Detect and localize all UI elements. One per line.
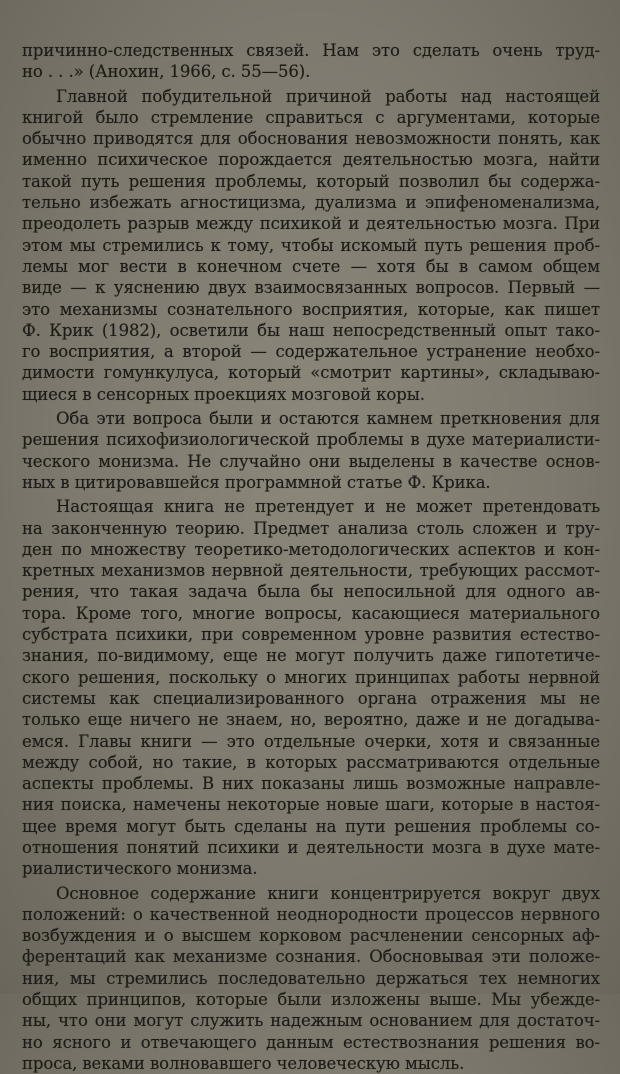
text-line: го восприятия, а второй — содержательное устранение необхо- <box>22 342 600 362</box>
text-line: возбуждения и о высшем корковом расчленении сенсорных аф- <box>22 926 600 946</box>
text-line: между собой, но такие, в которых рассматриваются отдельные <box>22 752 600 772</box>
text-line: решения психофизиологической проблемы в духе материалисти- <box>22 430 600 450</box>
text-line: ны, что они могут служить надежным основанием для достаточ- <box>22 1011 600 1031</box>
text-line: димости гомункулуса, который «смотрит картины», складываю- <box>22 363 600 383</box>
text-line: аспекты проблемы. В них показаны лишь возможные направле- <box>22 774 600 794</box>
text-line: ферентаций как механизме сознания. Обосновывая эти положе- <box>22 947 600 967</box>
text-line: только еще ничего не знаем, но, вероятно, даже и не догадыва- <box>22 710 600 730</box>
body-text <box>22 40 600 1074</box>
paragraph <box>22 496 600 879</box>
text-line: общих принципов, которые были изложены выше. Мы убежде- <box>22 990 600 1010</box>
text-line: ных в цитировавшейся программной статье Ф. Крика. <box>22 472 491 492</box>
text-line: преодолеть разрыв между психикой и деятельностью мозга. При <box>22 214 600 234</box>
text-line: ческого монизма. Не случайно они выделены в качестве основ- <box>22 451 600 471</box>
text-line: лемы мог вести в конечном счете — хотя бы в самом общем <box>22 256 600 276</box>
text-line: тора. Кроме того, многие вопросы, касающиеся материального <box>22 603 600 623</box>
text-line: Главной побудительной причиной работы над настоящей <box>56 86 600 106</box>
text-line: риалистического монизма. <box>22 859 258 879</box>
text-line: но . . .» (Анохин, 1966, с. 55—56). <box>22 62 311 82</box>
text-line: ского решения, поскольку о многих принципах работы нервной <box>22 667 600 687</box>
text-line: тельно избежать агностицизма, дуализма и эпифеноменализма, <box>22 193 600 213</box>
paragraph <box>22 883 600 1074</box>
paragraph <box>22 86 600 405</box>
text-line: отношения понятий психики и деятельности мозга в духе мате- <box>22 837 600 857</box>
text-line: Основное содержание книги концентрируется вокруг двух <box>56 883 600 903</box>
text-line: рения, что такая задача была бы непосильной для одного ав- <box>22 582 600 602</box>
text-line: причинно-следственных связей. Нам это сделать очень труд- <box>22 41 600 60</box>
paragraph <box>22 40 600 83</box>
text-line: кретных механизмов нервной деятельности, требующих рассмот- <box>22 561 600 581</box>
text-line: именно психическое порождается деятельностью мозга, найти <box>22 150 600 170</box>
text-line: емся. Главы книги — это отдельные очерки, хотя и связанные <box>22 731 600 751</box>
text-line: такой путь решения проблемы, который позволил бы содержа- <box>22 171 600 191</box>
text-line: ден по множеству теоретико-методологических аспектов и кон- <box>22 539 600 559</box>
text-line: ния поиска, намечены некоторые новые шаги, которые в настоя- <box>22 795 600 815</box>
text-line: положений: о качественной неоднородности процессов нервного <box>22 904 600 924</box>
text-line: проса, веками волновавшего человеческую мысль. <box>22 1053 465 1073</box>
text-line: щее время могут быть сделаны на пути решения проблемы со- <box>22 816 600 836</box>
text-line: субстрата психики, при современном уровне развития естество- <box>22 625 600 645</box>
text-line: этом мы стремились к тому, чтобы искомый путь решения проб- <box>22 235 600 255</box>
text-line: Настоящая книга не претендует и не может претендовать <box>56 497 600 517</box>
paragraph <box>22 408 600 493</box>
text-line: на законченную теорию. Предмет анализа столь сложен и тру- <box>22 518 600 538</box>
text-line: виде — к уяснению двух взаимосвязанных вопросов. Первый — <box>22 278 600 298</box>
text-line: ния, мы стремились последовательно держаться тех немногих <box>22 968 600 988</box>
text-line: книгой было стремление справиться с аргументами, которые <box>22 107 600 127</box>
text-line: системы как специализированного органа отражения мы не <box>22 688 600 708</box>
text-line: Оба эти вопроса были и остаются камнем преткновения для <box>56 409 600 429</box>
text-line: Ф. Крик (1982), осветили бы наш непосредственный опыт тако- <box>22 320 600 340</box>
text-line: обычно приводятся для обоснования невозможности понять, как <box>22 129 600 149</box>
text-line: но ясного и отвечающего данным естествознания решения во- <box>22 1032 600 1052</box>
text-line: это механизмы сознательного восприятия, которые, как пишет <box>22 299 600 319</box>
text-line: знания, по-видимому, еще не могут получить даже гипотетиче- <box>22 646 600 666</box>
text-line: щиеся в сенсорных проекциях мозговой коры. <box>22 384 425 404</box>
